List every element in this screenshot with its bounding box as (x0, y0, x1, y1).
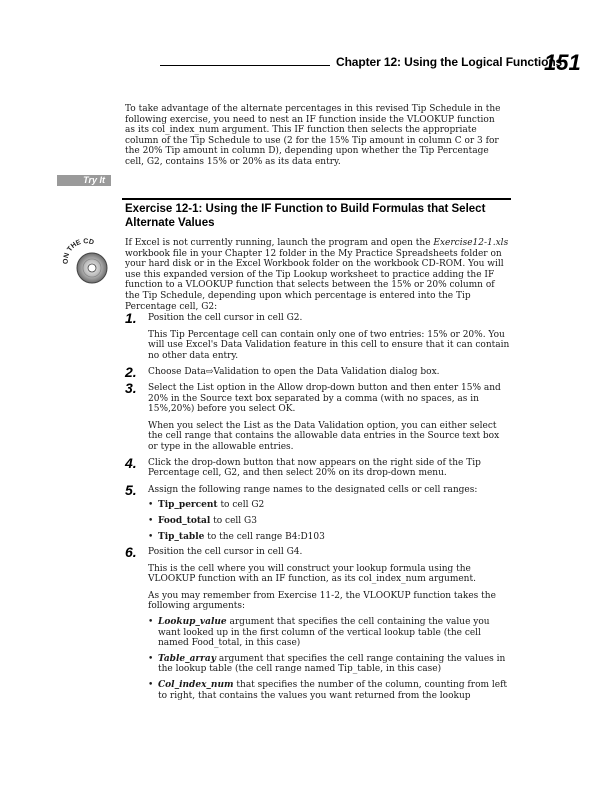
step-number: 5. (125, 481, 137, 498)
step-number: 3. (125, 379, 137, 396)
step-4 (125, 454, 510, 479)
list-item: • Tip_table to the cell range B4:D103 (148, 532, 510, 543)
header-rule (160, 65, 330, 66)
list-item: • Lookup_value argument that specifies the cell containing the value you want looked up in the first column of the vertical lookup table (the cell named Food_total, in this case) (148, 617, 510, 649)
try-it-tab: Try It (57, 175, 111, 186)
step-note: This Tip Percentage cell can contain only one of two entries: 15% or 20%. You will use Excel's Data Validation feature in this cell to ensure that it can contain no other data entry. (148, 329, 510, 361)
step-number: 6. (125, 544, 137, 561)
chapter-title: Chapter 12: Using the Logical Functions (336, 55, 563, 69)
exercise-file-name: Exercise12-1.xls (433, 238, 509, 248)
range-name-list (125, 500, 510, 542)
list-item: • Col_index_num that specifies the number of the column, counting from left to right, that contains the values you want returned from the lookup (148, 680, 510, 701)
exercise-intro: If Excel is not currently running, launch the program and open the Exercise12-1.xls workbook file in your Chapter 12 folder in the My Practice Spreadsheets folder on your hard disk or in the Excel Workbook folder on the workbook CD-ROM. You will use this expanded version of the Tip Lookup worksheet to practice adding the IF function to a VLOOKUP function that selects between the 15% or 20% column of the Tip Schedule, depending upon which percentage is entered into the Tip Percentage cell, G2: (125, 238, 509, 312)
argument-list (125, 617, 510, 701)
step-note: When you select the List as the Data Validation option, you can either select the cell range that contains the allowable data entries in the Source text box or type in the allowable entries. (148, 420, 500, 452)
step-5 (125, 481, 510, 498)
step-number: 4. (125, 454, 137, 471)
list-item: • Tip_percent to cell G2 (148, 500, 510, 511)
step-text: Click the drop-down button that now appears on the right side of the Tip Percentage cell, G2, and then select 20% on its drop-down menu. (148, 457, 481, 479)
steps-list (125, 310, 510, 701)
page-number: 151 (544, 50, 581, 75)
intro-paragraph: To take advantage of the alternate percentages in this revised Tip Schedule in the following exercise, you need to nest an IF function inside the VLOOKUP function as its col_index_num argument. This IF function then selects the appropriate column of the Tip Schedule to use (2 for the 15% Tip amount in column C or 3 for the 20% Tip amount in column D), depending upon whether the Tip Percentage cell, G2, contains 15% or 20% as its data entry. (125, 104, 501, 167)
step-note: As you may remember from Exercise 11-2, the VLOOKUP function takes the following arguments: (148, 590, 496, 612)
list-item: • Table_array argument that specifies the cell range containing the values in the lookup table (the cell range named Tip_table, in this case) (148, 654, 510, 675)
step-3 (125, 379, 510, 415)
step-text: Select the List option in the Allow drop-down button and then enter 15% and 20% in the Source text box separated by a comma (with no spaces, as in 15%,20%) before you select OK. (148, 382, 501, 415)
list-item: • Food_total to cell G3 (148, 516, 510, 527)
step-text: Assign the following range names to the designated cells or cell ranges: (148, 484, 478, 495)
exercise-title: Exercise 12-1: Using the IF Function to Build Formulas that Select Alternate Values (125, 203, 486, 229)
step-1 (125, 310, 510, 326)
step-number: 1. (125, 310, 137, 326)
step-note: This is the cell where you will construct your lookup formula using the VLOOKUP function with an IF function, as its col_index_num argument. (148, 563, 476, 585)
step-text: Position the cell cursor in cell G4. (148, 547, 303, 558)
exercise-rule (122, 198, 511, 200)
cd-icon-label: ON THE CD (62, 238, 95, 265)
step-number: 2. (125, 364, 137, 381)
on-the-cd-icon (58, 236, 116, 286)
step-2 (125, 364, 510, 381)
step-6 (125, 544, 510, 561)
step-text: Position the cell cursor in cell G2. (148, 313, 303, 323)
step-text: Choose Data⇨Validation to open the Data Validation dialog box. (148, 367, 440, 378)
